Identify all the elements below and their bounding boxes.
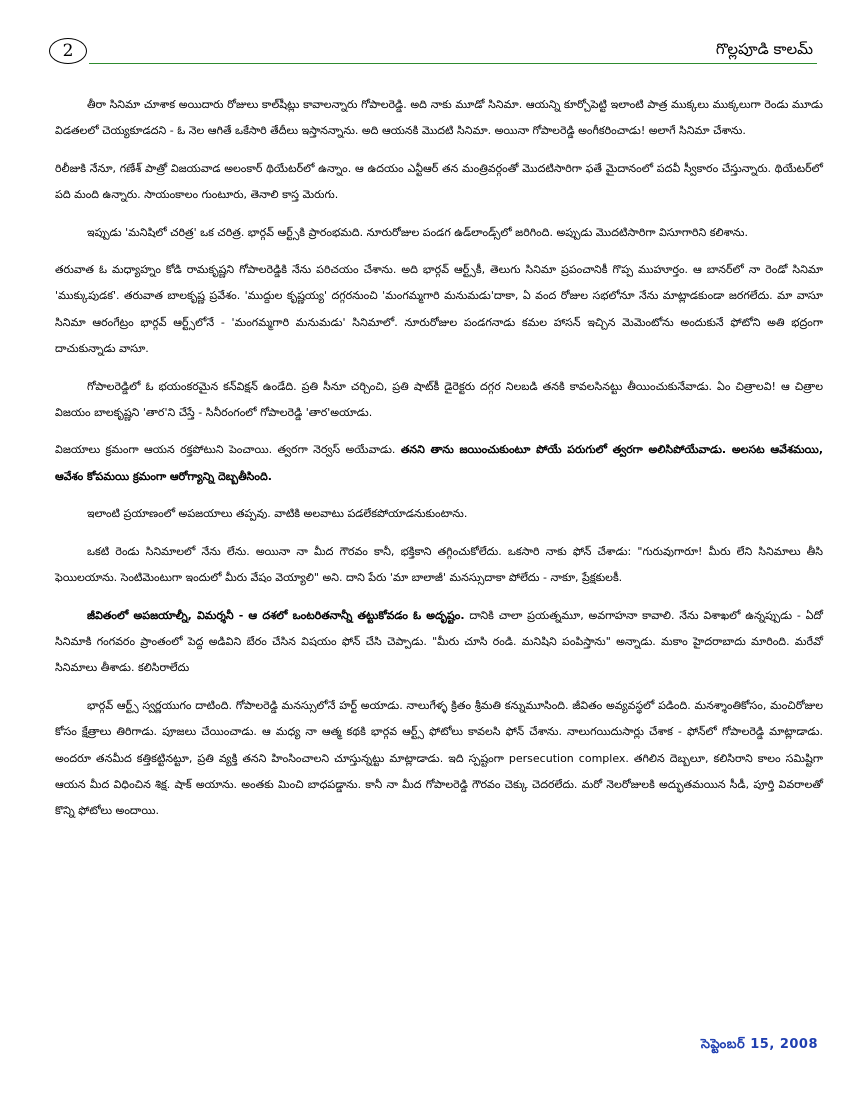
page-number: 2 <box>49 38 87 64</box>
paragraph-3 <box>55 220 823 246</box>
paragraph-bold-text: జీవితంలో అపజయాల్నీ, విమర్శనీ - ఆ దశలో ఒంటరితనాన్నీ తట్టుకోవడం ఓ అదృష్టం. <box>87 608 465 622</box>
paragraph-6 <box>55 437 823 490</box>
paragraph-text: భార్గవ్ ఆర్ట్స్ స్వర్ణయుగం దాటింది. గోపాలరెడ్డి మనస్సులోనే హర్ట్ అయాడు. నాలుగేళ్ళ క్రితం శ్రీమతి కన్నుమూసింది. జీవితం అవ్యవస్థలో పడింది. మనశ్శాంతికోసం, మంచిరోజుల కోసం క్షేత్రాలు తిరిగాడు. పూజలు చేయించాడు. ఆ మధ్య నా ఆత్మ కథకి భార్గవ ఆర్ట్స్ ఫోటోలు కావలసి ఫోన్ చేశాను. నాలుగయిదుసార్లు చేశాక - ఫోన్‌లో గోపాలరెడ్డి మాట్లాడాడు. అందరూ తనమీద కత్తికట్టినట్టూ, ప్రతి వ్యక్తి తనని హింసించాలని చూస్తున్నట్టు మాట్లాడాడు. ఇది స్పష్టంగా persecution complex. తగిలిన దెబ్బలూ, కలిసిరాని కాలం సమిష్టిగా ఆయన మీద విధించిన శిక్ష. షాక్ అయాను. అంతకు మించి బాధపడ్డాను. కానీ నా మీద గోపాలరెడ్డి గౌరవం చెక్కు చెదరలేదు. మరో నెలరోజులకి అద్భుతమయిన సీడీ, పూర్తి వివరాలతో కొన్ని ఫోటోలు అందాయి. <box>55 698 823 818</box>
paragraph-text: విజయాలు క్రమంగా ఆయన రక్తపోటుని పెంచాయి. త్వరగా నెర్వస్ అయేవాడు. <box>55 443 401 457</box>
publication-date: సెప్టెంబర్ 15, 2008 <box>700 1037 818 1052</box>
paragraph-text: రిలీజుకి నేనూ, గణేశ్ పాత్రో విజయవాడ అలంకార్ థియేటర్‌లో ఉన్నాం. ఆ ఉదయం ఎన్టీఆర్ తన మంత్రివర్గంతో మొదటిసారిగా ఫతే మైదానంలో పదవీ స్వీకారం చేస్తున్నారు. థియేటర్‌లో పది మంది ఉన్నారు. సాయంకాలం గుంటూరు, తెనాలి కాస్త మెరుగు. <box>55 161 823 202</box>
paragraph-text: ఇలాంటి ప్రయాణంలో అపజయాలు తప్పవు. వాటికి అలవాటు పడలేకపోయాడనుకుంటాను. <box>87 507 468 521</box>
paragraph-text: ఒకటి రెండు సినిమాలలో నేను లేను. అయినా నా మీద గౌరవం కానీ, భక్తికాని తగ్గించుకోలేదు. ఒకసారి నాకు ఫోన్ చేశాడు: "గురువుగారూ! మీరు లేని సినిమాలు తీసి ఫెయిలయాను. సెంటిమెంటుగా ఇందులో మీరు వేషం వెయ్యాలి" అని. దాని పేరు 'మా బాలాజీ' మనస్సుదాకా పోలేదు - నాకూ, ప్రేక్షకులకీ. <box>55 544 823 585</box>
paragraph-text: ఇప్పుడు 'మనిషిలో చరిత్ర' ఒక చరిత్ర. భార్గవ్ ఆర్ట్స్‌కి ప్రారంభమది. నూరురోజుల పండగ ఉడ్‌లాండ్స్‌లో జరిగింది. అప్పుడు మొదటిసారిగా విసూగారిని కలిశాను. <box>87 225 748 239</box>
header-rule <box>89 63 817 64</box>
paragraph-2 <box>55 156 823 209</box>
paragraph-text: తీరా సినిమా చూశాక అయిదారు రోజులు కాల్‌షీట్లు కావాలన్నారు గోపాలరెడ్డి. అది నాకు మూడో సినిమా. ఆయన్ని కూర్చోపెట్టి ఇలాంటి పాత్ర ముక్కలు ముక్కలుగా రెండు మూడు విడతలలో చెయ్యకూడదని - ఓ నెల ఆగితే ఒకేసారి తేదీలు ఇస్తానన్నాను. అది ఆయనకి మొదటి సినిమా. అయినా గోపాలరెడ్డి అంగీకరించాడు! అలాగే సినిమా చేశాను. <box>55 98 823 138</box>
paragraph-text: తరువాత ఓ మధ్యాహ్నం కోడి రామకృష్ణని గోపాలరెడ్డికి నేను పరిచయం చేశాను. అది భార్గవ్ ఆర్ట్స్‌కీ, తెలుగు సినిమా ప్రపంచానికీ గొప్ప ముహూర్తం. ఆ బానర్‌లో నా రెండో సినిమా 'ముక్కుపుడక'. తరువాత బాలకృష్ణ ప్రవేశం. 'ముద్దుల కృష్ణయ్య' దగ్గరనుంచి 'మంగమ్మగారి మనుమడు'దాకా, ఏ వంద రోజుల సభలోనూ నేను మాట్లాడకుండా జరగలేదు. మా వాసూ సినిమా ఆరంగేట్రం భార్గవ్ ఆర్ట్స్‌లోనే - 'మంగమ్మగారి మనుమడు' సినిమాలో. నూరురోజుల పండగనాడు కమల హాసన్ ఇచ్చిన మెమెంటోను అందుకునే ఫోటోని అతి భద్రంగా దాచుకున్నాడు వాసూ. <box>55 263 823 356</box>
paragraph-9 <box>55 603 823 682</box>
paragraph-bold-text: తనని తాను జయించుకుంటూ పోయే పరుగులో త్వరగా అలిసిపోయేవాడు. అలసట ఆవేశమయి, ఆవేశం కోపమయి క్రమంగా ఆరోగ్యాన్ని దెబ్బతీసింది. <box>55 443 823 483</box>
paragraph-1 <box>55 92 823 145</box>
paragraph-10 <box>55 693 823 825</box>
paragraph-4 <box>55 257 823 363</box>
paragraph-text: దానికి చాలా ప్రయత్నమూ, అవగాహనా కావాలి. నేను విశాఖలో ఉన్నప్పుడు - ఏదో సినిమాకి గంగవరం ప్రాంతంలో పెద్ద అడివిని బేరం చేసిన విషయం ఫోన్ చేసి చెప్పాడు. "మీరు చూసి రండి. మనిషిని పంపిస్తాను" అన్నాడు. మకాం హైదరాబాదు మారింది. మరేవో సినిమాలు తీశాడు. కలిసిరాలేదు <box>55 608 824 675</box>
paragraph-7 <box>55 501 823 527</box>
paragraph-5 <box>55 374 823 427</box>
paragraph-8 <box>55 539 823 592</box>
article-body <box>55 92 823 836</box>
page-header <box>47 36 817 68</box>
paragraph-text: గోపాలరెడ్డిలో ఓ భయంకరమైన కన్‌విక్షన్ ఉండేది. ప్రతి సీనూ చర్చించి, ప్రతి షాట్‌కీ డైరెక్టరు దగ్గర నిలబడి తనకి కావలసినట్టు తీయించుకునేవాడు. ఏం చిత్రాలవి! ఆ చిత్రాల విజయం బాలకృష్ణని 'తార'ని చేస్తే - సినీరంగంలో గోపాలరెడ్డి 'తార'అయాడు. <box>55 379 823 420</box>
column-title: గొల్లపూడి కాలమ్ <box>715 40 813 58</box>
